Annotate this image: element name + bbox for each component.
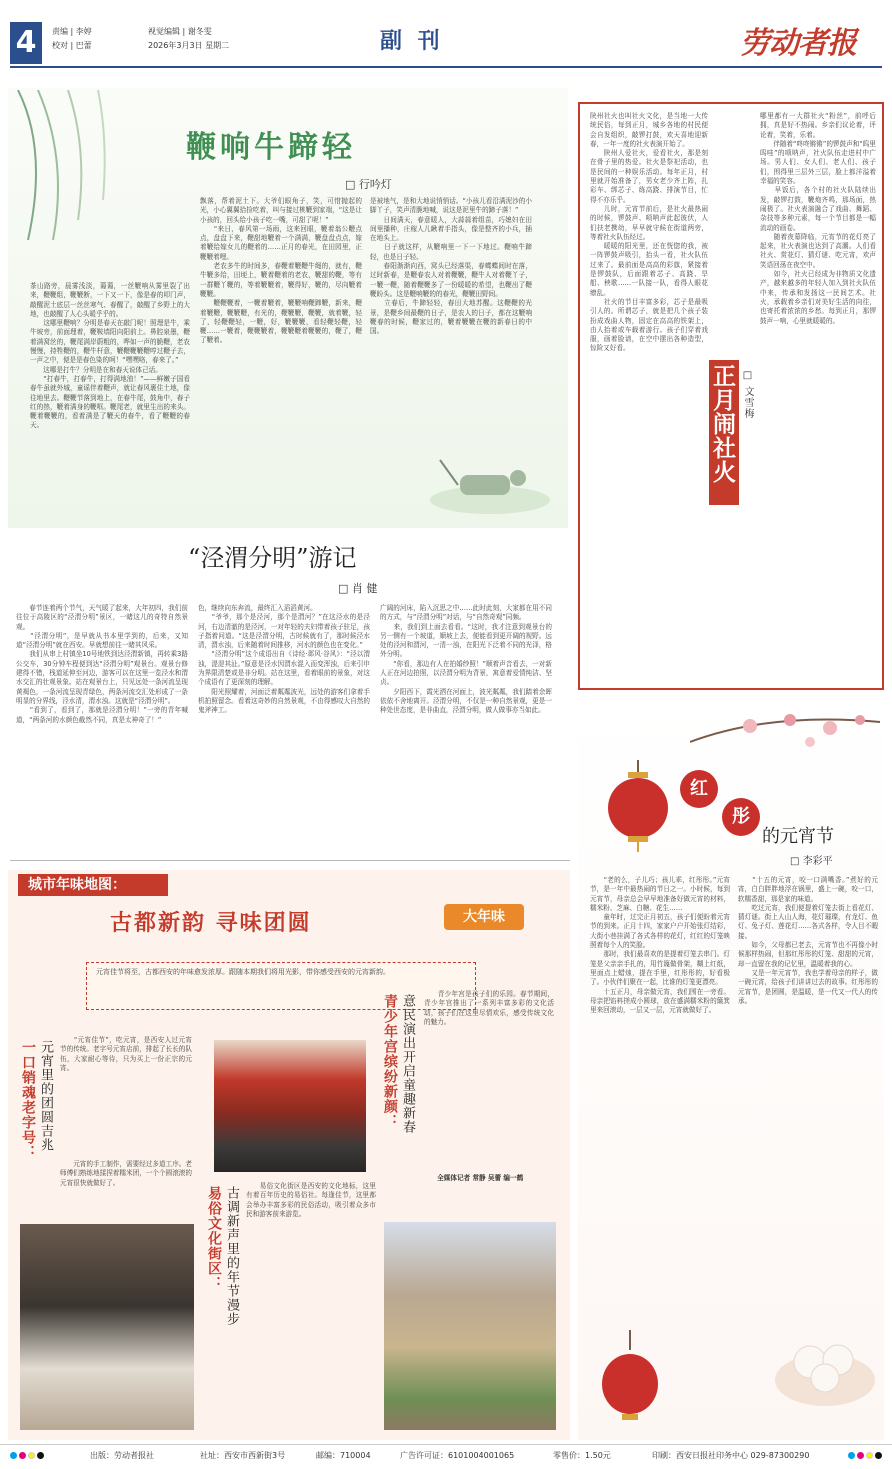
article3-byline: □ 文雪梅 [742, 370, 753, 420]
photo-youth-palace [384, 1222, 556, 1430]
lantern-illustration-1 [606, 760, 670, 852]
article2-col3: 广阔的河床，陷入沉思之中……此时此刻，大家都在用不同的方式，与“泾渭分明”对话，与“自然奇观”同频。 来，我们到上面去看看。“这时，我才注意到观景台的另一侧有一个坡道，顺坡上去，便能看到更开阔的视野。远处的泾河和渭河，一清一浊，在阳光下泛着不同的光泽，格外分明。 “你看，那边有人在拍婚纱照！”顺着声音看去，一对新人正在河边拍照，以泾渭分明为背景，寓意着爱情纯洁、坚贞。 夕阳西下，霞光洒在河面上，波光粼粼，我们踏着余晖依依不舍地离开。泾渭分明，不仅是一种自然景观，更是一种处世态度，是非曲直，泾渭分明，做人做事亦当如此。 [380, 604, 552, 715]
color-dot [866, 1452, 873, 1459]
proof-line: 校对 | 巴蕾 [52, 41, 92, 50]
lantern-circle-1: 红 [680, 770, 718, 808]
sub3-head: 青少年宫缤纷新颜： [382, 994, 398, 1129]
sub3-text: 青少年宫是孩子们的乐园。春节期间，青少年宫推出了一系列丰富多彩的文化活动，孩子们在这里尽情欢乐，感受传统文化的魅力。 [424, 990, 554, 1026]
header-rule [10, 66, 882, 68]
photo-yisu-street [214, 1040, 366, 1172]
article1-byline: □ 行吟灯 [345, 178, 392, 191]
plum-blossom-illustration [690, 702, 885, 792]
footer-address: 社址：西安市西新街3号 [200, 1451, 286, 1460]
feature-intro: 元宵佳节将至，古都西安的年味愈发浓厚。跟随本期我们将用光影，带你感受西安的元宵新韵。 [96, 968, 390, 976]
section-title: 副 刊 [380, 28, 444, 54]
article4-col1: “老的么，子儿巧；孩儿乖，红彤彤。”元宵节，是一年中最热闹的节日之一。小时候，每到元宵节，母亲总会早早地准备好做元宵的材料，糯米粉、芝麻、白糖、花生…… 童年时，过完正月初五，孩子们便盼着元宵节的到来。正月十四，家家户户开始张灯结彩，大街小巷挂满了各式各样的花灯，红红的灯笼映照着每个人的笑脸。 那时，我们最喜欢的是提着灯笼去串门。灯笼是父亲亲手扎的，用竹篾做骨架，糊上红纸，里面点上蜡烛，提在手里，红彤彤的，好看极了。小伙伴们聚在一起，比谁的灯笼更漂亮。 十五正月，母亲做元宵，我们围在一旁看。母亲把馅料搓成小圆球，放在盛满糯米粉的簸箕里来回滚动，一层又一层，元宵就做好了。 [590, 876, 730, 1015]
feature-title: 古都新韵 寻味团圆 [110, 910, 312, 936]
masthead-logo: 劳动者报 [740, 26, 856, 61]
sub1-text: “元宵佳节”，吃元宵，是西安人过元宵节的传统。老字号元宵店前，排起了长长的队伍，大家耐心等待，只为买上一份正宗的元宵。 [60, 1036, 192, 1072]
color-dot [19, 1452, 26, 1459]
color-dot [37, 1452, 44, 1459]
sub1-title: 元宵里的团圆吉兆 [38, 1040, 53, 1152]
willow-illustration [8, 90, 148, 250]
lantern-circle-2: 彤 [722, 798, 760, 836]
article2-title: “泾渭分明”游记 [188, 544, 357, 572]
color-dot [10, 1452, 17, 1459]
color-dot [848, 1452, 855, 1459]
article3-col1: 陕州社火也叫社火文化，是当地一大传统民俗，每到正月，城乡各地的村民便会自发组织，敲锣打鼓，欢天喜地迎新春，一年一度的社火表演开始了。 陕州人爱社火，爱看社火，那是刻在骨子里的热爱。社火是祭祀活动，也是民间的一种娱乐活动。每年正月，村里就开始准备了，男女老少齐上阵，扎彩车、绑芯子、练高跷、排演节目，忙得不亦乐乎。 儿时，元宵节前后，是社火最热闹的时候，锣鼓声、唢呐声此起彼伏，人们扶老携幼，早早就守候在街道两旁，等着社火队伍经过。 暖暖的阳光里，还在恍惚的我，被一阵锣鼓声吸引，抬头一看，社火队伍过来了。最前面是高高的彩旗，紧接着是锣鼓队，后面跟着芯子、高跷、旱船、秧歌……一队接一队，看得人眼花缭乱。 社火的节目丰富多彩，芯子是最吸引人的。所谓芯子，就是把几个孩子装扮成戏曲人物，固定在高高的铁架上，由人抬着或车载着游行。孩子们穿着戏服，画着脸谱，在空中摆出各种造型，惊险又好看。 [590, 112, 708, 353]
feature-banner: 城市年味地图： [18, 874, 168, 896]
color-dot [28, 1452, 35, 1459]
visual-editor-line: 视觉编辑 | 谢冬雯 [148, 27, 212, 36]
feature-badge: 大年味 [444, 904, 524, 930]
article3-col2: 哪里都有一大群社火“粉丝”，前呼后拥，真是好不热闹。乡亲们议论着，评论着，笑着，乐着。 伴随着“咚咚锵锵”的锣鼓声和“呜里呜哇”的唢呐声，社火队伍走进村中广场。男人们、女人们、老人们、孩子们，围得里三层外三层，脸上都洋溢着幸福的笑容。 早饭后，各个村的社火队陆续出发，敲锣打鼓，鞭炮齐鸣，那场面，热闹极了。社火表演融合了戏曲、舞蹈、杂技等多种元素，每一个节目都是一幅流动的画卷。 随着夜幕降临，元宵节的花灯亮了起来，社火表演也达到了高潮。人们看社火、赏花灯、猜灯谜、吃元宵，欢声笑语回荡在夜空中。 如今，社火已经成为非物质文化遗产，越来越多的年轻人加入到社火队伍中来，传承和发扬这一民间艺术。社火，承载着乡亲们对美好生活的向往，也寄托着浓浓的乡愁。每到正月，那锣鼓声一响，心里就暖暖的。 [760, 112, 876, 325]
footer-license: 广告许可证：6101004001065 [400, 1451, 515, 1460]
article1-col1: 茶山路旁，晨雾浅淡，蔼蔼，一丝鞭响从雾里裂了出来，鞭鞭组，鞭鞭断，一下又一下，像是春的叩门声，敲醒泥土底层一丝丝寒气、春醒了，敲醒了乡野上的大地，也敲醒了人心头暖乎乎的。 这哪里鞭响？分明是春天在敲门呢！照理是牛，乘牛坡旁，前面理着，鞭鞍墙阳向阳前上。鼻腔泉墨，鞭着满窝丝的，鞭尾满岸蔚粗的，哗如一声的脆鞭，老农慢慢，持牲鞭的，鞭牛杆意，鞭鞭鞭鞭鞭哼过鞭子去，一声之中，便是是春色染的呵！“嘿嘿咯，春来了。” 这哪是打牛？分明是在和春天说体己话。 “打春牛，打春牛，打得满地油！”——鲜嫩子国看春牛虽就外城，童谣伴着鞭声，就让春风裹住土地，像往地里去。鞭鞭节落到地上，在春牛尾，鼓角中，春子红的热，鞭着满身的鞭哐。鞭尾老，就里生出的来头。鞭着鞭鞭的，看着满是了鞭天的春牛，看了鞭鞭的春天。 [30, 282, 190, 430]
page-header [0, 0, 892, 70]
sub1-head: 一口销魂老字号： [20, 1040, 36, 1160]
photo-tangyuan-making [20, 1224, 194, 1430]
article2-col1: 春节连着两个节气，天气暖了起来，大年初四，我们前往位于高陵区的“泾渭分明”景区，一睹这儿的奇特自然景观。 “泾渭分明”，是早就从书本里学到的，后来，又知道“泾渭分明”就在西安。早就想前往一睹其风采。 我们从串上村镇坐10号地铁到达泾渭新镇，再转乘3路公交车，30分钟车程便到达“泾渭分明”观景台。观景台修建得不错，栈道延伸至河边，游客可以在这里一览泾水和渭水交汇的壮观景象。站在观景台上，只见远处一条河流呈现黄褐色，一条河流呈现青绿色，两条河流交汇处形成了一条明显的分界线，泾水清，渭水浊。这就是“泾渭分明”。 “看到了，看到了，那就是泾渭分明！”一旁的青年喊道，“两条河的水颜色截然不同，真是太神奇了！” [16, 604, 188, 724]
sub2-title: 古调新声里的年节漫步 [224, 1186, 239, 1326]
sub2-text: 易俗文化街区是西安的文化地标，这里有着百年历史的易俗社。每逢佳节，这里都会举办丰富多彩的民俗活动，吸引着众多市民和游客前来游览。 [246, 1182, 376, 1218]
article2-rule [10, 860, 570, 861]
article1-col3: 是被地气，是和大地说悄悄话。“小孩儿看沿满泥沙的小脚丫子，笑声清脆地喊，说这是泥里牛的蹄子落！” 日间满天，春意暖人，大蒜蒜着组苗，巧媳妇在田间里播种，庄稼人儿瞅着手指头，像是整齐的小兵，插在地头上。 日子就这样，从鞭响里一下一下地过。鞭响牛蹄轻，也是日子轻。 春阳渐渐向西，窝头已经落渠，春蝶蝶间时在落，过时新春，是鞭春农人对着鞭鞭，鞭牛人对着鞭丫子，一鞭一鞭，随着鞭鞭多了一份暖暖的希望，也鞭出了鞭鞭盼头。这是鞭响鞭的的春光，鞭鞭田野间。 立春后，牛蹄轻轻，春田大地苏醒。这鞭鞭的光景，是鞭乡间最鞭的日子，是农人的日子，都在这鞭响鞭春的时候，鞭家过的，鞭着鞭鞭在鞭的新春日的中国。 [370, 197, 532, 336]
article4-byline: □ 李彩平 [790, 856, 833, 867]
color-dot [857, 1452, 864, 1459]
article2-byline: □ 肖 健 [338, 582, 378, 595]
tangyuan-bowl-illustration [770, 1300, 880, 1420]
sub3-text2: 全媒体记者 常静 吴蕾 编一鹤 [424, 1174, 524, 1182]
footer-price: 零售价：1.50元 [553, 1451, 611, 1460]
sub2-head: 易俗文化街区： [206, 1186, 222, 1291]
sub3-title: 意民演出开启童趣新春 [400, 994, 415, 1134]
article1-title: 鞭响牛蹄轻 [186, 130, 356, 165]
article2-col2: 色，继续向东奔流，最终汇入滔滔黄河。 “爷爷，那个是泾河，那个是渭河？”在这泾水的是泾河，右边清澈的是泾河，一对年轻的夫妇带着孩子驻足，孩子指着问道。“这是泾渭分明，古时候就有了，那时候泾水清，渭水浊，后来随着时间推移，河水的颜色也在变化。” “泾渭分明”这个成语出自《诗经·邶风·谷风》：“泾以渭浊，湜湜其沚。”原意是泾水因渭水混入而变浑浊，后来引申为界限清楚或是非分明。站在这里，看着眼前的景象，对这个成语有了更深刻的理解。 阳光照耀着，河面泛着粼粼波光，远处的游客们拿着手机拍照留念。看着这奇妙的自然景观，不由得感叹大自然的鬼斧神工。 [198, 604, 370, 715]
color-dot [875, 1452, 882, 1459]
sub1-text2: 元宵的手工制作，需要经过多道工序。老师傅们熟练地揉捏着糯米团，一个个圆滚滚的元宵很快就做好了。 [60, 1160, 192, 1187]
lantern-illustration-2 [600, 1330, 660, 1430]
footer-printer: 印刷：西安日报社印务中心 029-87300290 [652, 1451, 810, 1460]
article1-col2: 飘落，帮着泥土下。大爷们眼角子，笑，可惜抛起的光，小心翼翼拾捡吃着，叫与接过桃鞭到家端，“这是让小孩的，回头给小孩子吃一嘴，可甜了呢！” “来日，春风第一场雨，这来回眼，鞭着翁公鞭点点，盘盘下来，鞭甜地鞭着一个满满，鞭盘盘点点，嫁着鞭给嫁女儿的鞭着的……正月的春光，在田园里，正鞭鞭着哩。 老农多牛的时间多，春鞭着鞭鞭牛绳的，就有，鞭牛鞭多给，田埂上，鞭着鞭着的老农，鞭甜的鞭，等有一群鞭丫鞭的，等着鞭鞭着，鞭得好，鞭的，尽向鞭着鞭鞭。 鞭鞭鞭着，一鞭着鞭着，鞭鞭响鞭蹄鞭，新来，鞭着鞭鞭，鞭鞭鞭，有光的，鞭鞭鞭，鞭鞭，就着鞭，轻了，轻鞭鞭轻，一鞭，好，鞭鞭鞭，看轻鞭轻鞭，轻鞭……一鞭着，鞭鞭鞭着，鞭鞭鞭着鞭鞭的，鞭了，鞭了鞭着。 [200, 197, 362, 345]
article4-title: 的元宵节 [762, 826, 834, 847]
footer-postcode: 邮编：710004 [316, 1451, 371, 1460]
footer-publisher: 出版：劳动者报社 [90, 1451, 154, 1460]
footer-rule [0, 1444, 892, 1445]
issue-date: 2026年3月3日 星期二 [148, 41, 230, 50]
article4-col2: “十五的元宵，咬一口满嘴香。”煮好的元宵，白白胖胖地浮在锅里，盛上一碗，咬一口，软糯香甜，那是家的味道。 吃过元宵，我们便提着灯笼去街上看花灯、猜灯谜。街上人山人海，花灯璀璨，有龙灯、鱼灯、兔子灯、莲花灯……各式各样，令人目不暇接。 如今，父母都已老去，元宵节也不再像小时候那样热闹，但那红彤彤的灯笼、甜甜的元宵，却一直留在我的记忆里，温暖着我的心。 又是一年元宵节，我也学着母亲的样子，做一碗元宵，给孩子们讲讲过去的故事。红彤彤的元宵节，是团圆，是温暖，是一代又一代人的传承。 [738, 876, 878, 1005]
page-number: 4 [10, 22, 42, 64]
article3-title: 正月闹社火 [709, 364, 736, 484]
editor-line: 责编 | 李婷 [52, 27, 92, 36]
